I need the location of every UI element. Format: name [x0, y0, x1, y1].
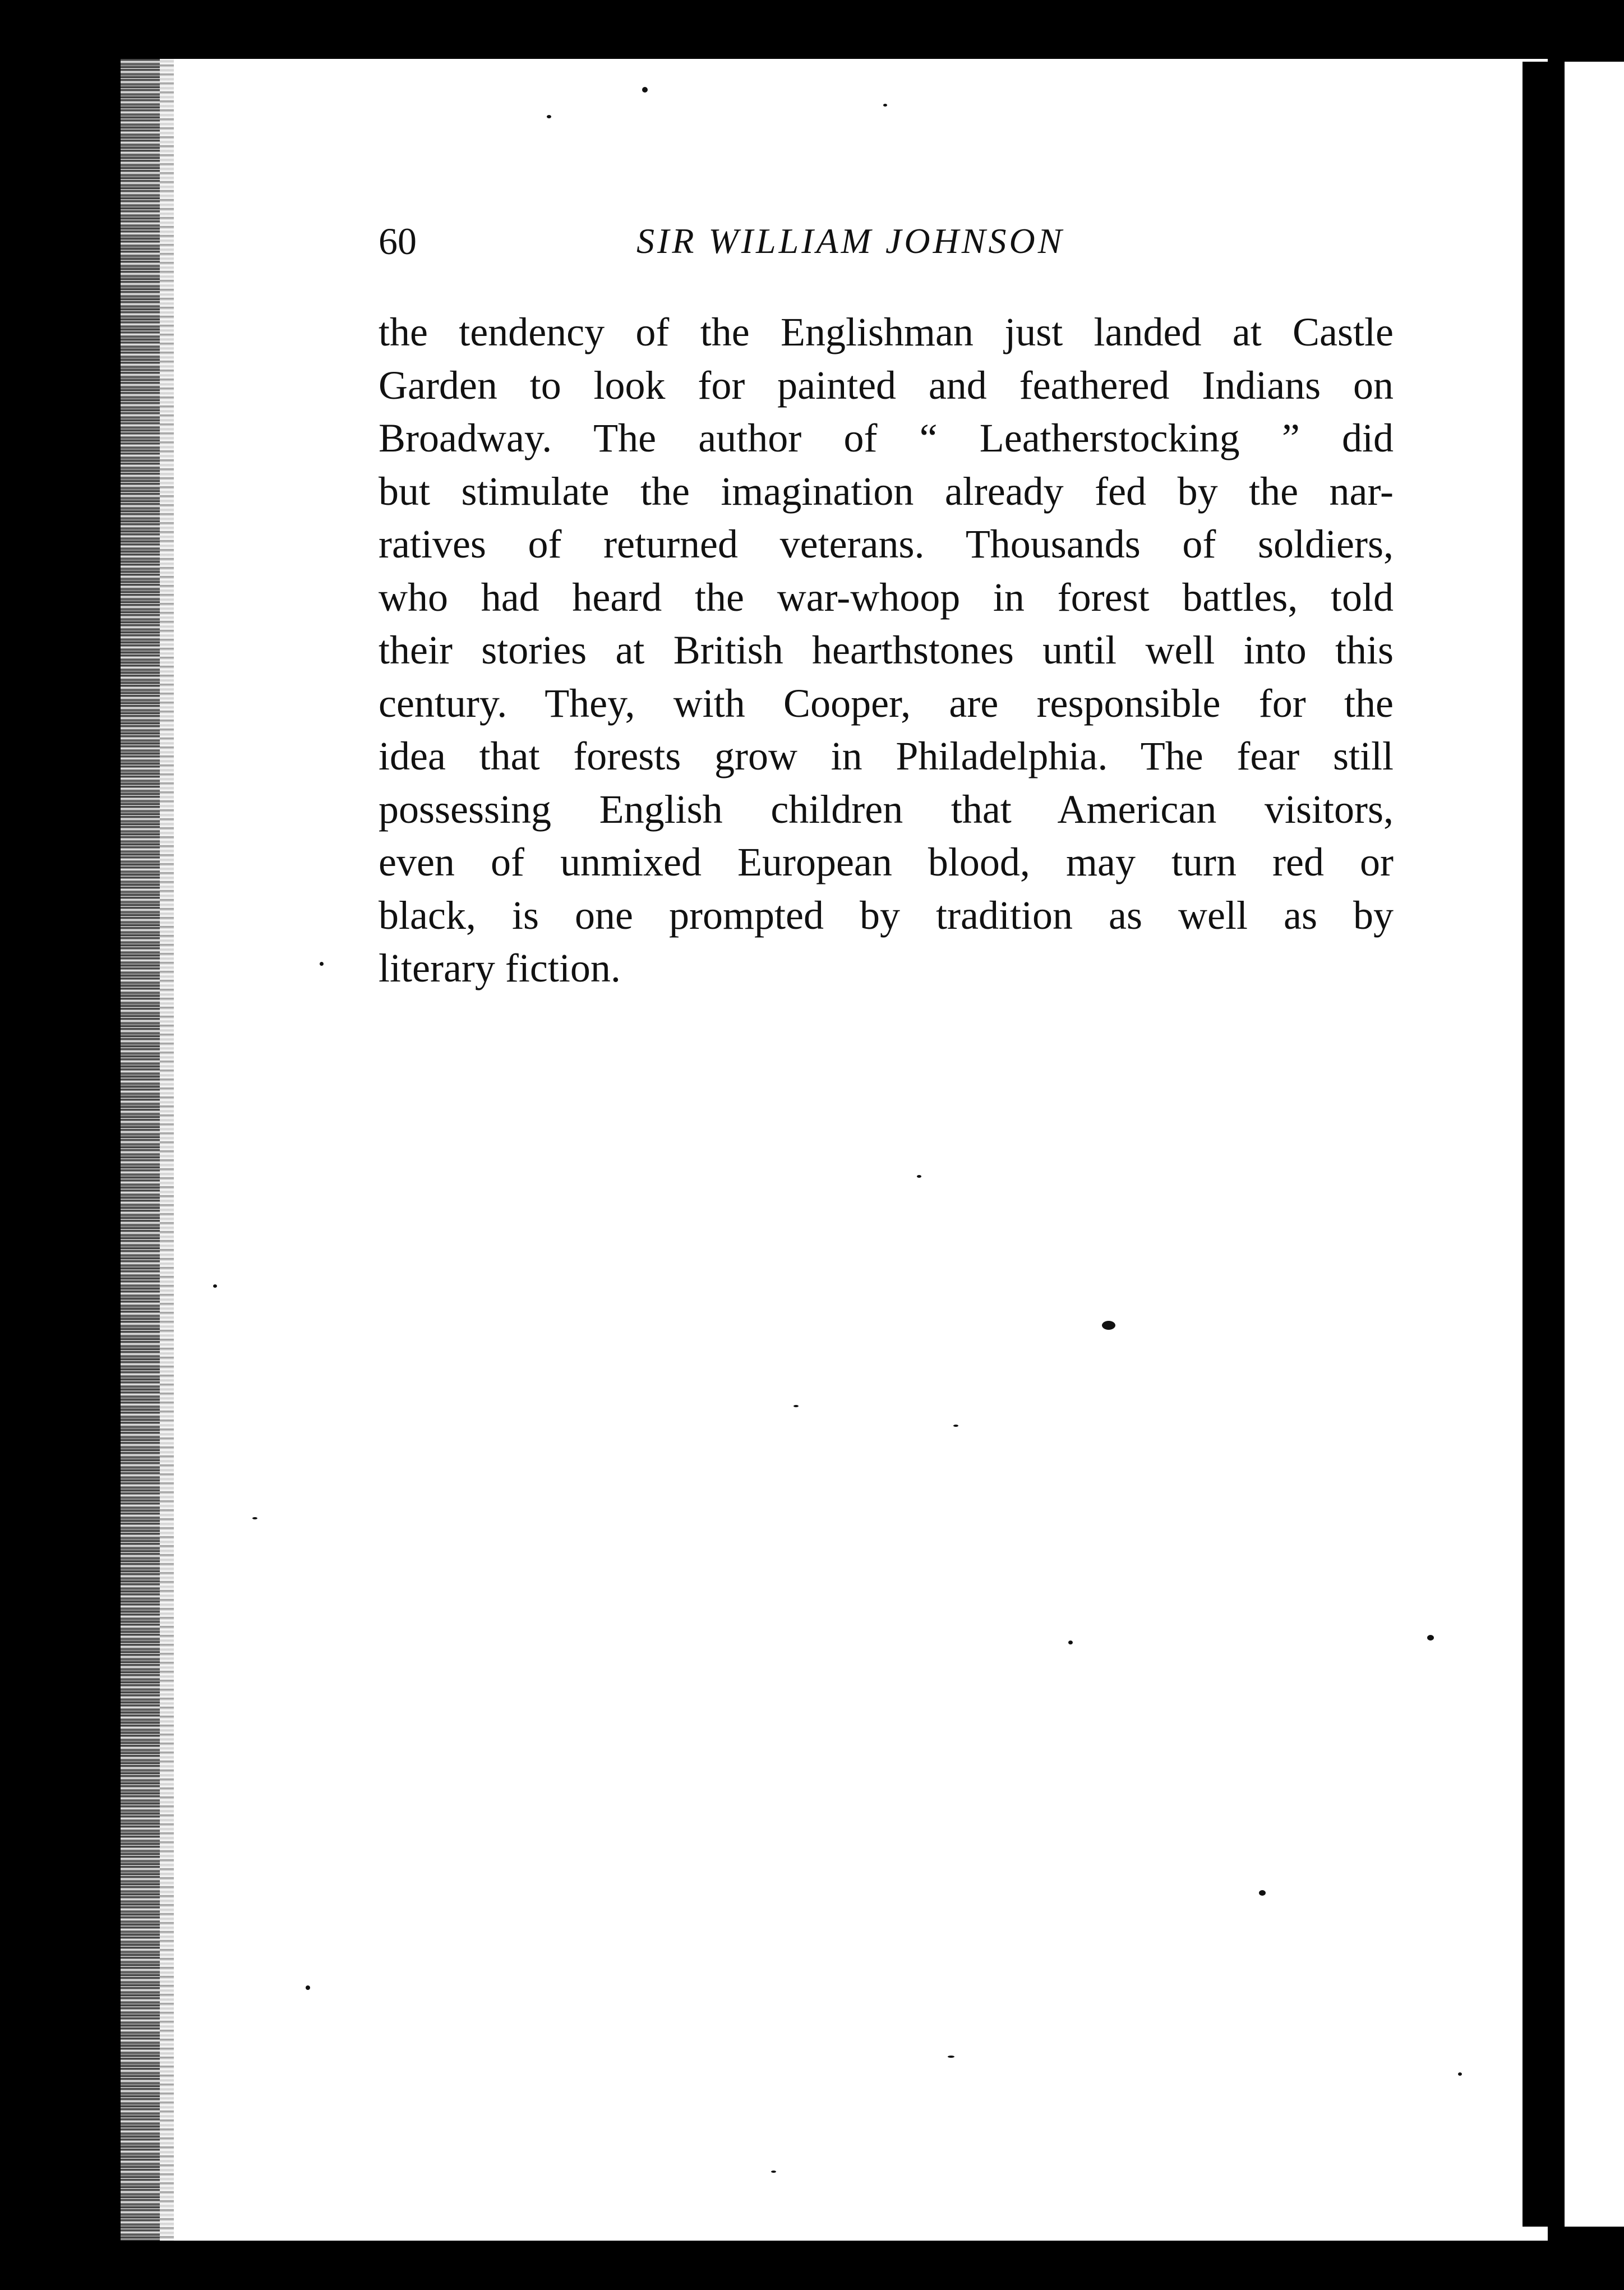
- text-line: ratives of returned veterans. Thousands of soldiers,: [379, 522, 1394, 566]
- scan-speck: [1102, 1321, 1115, 1330]
- left-binding-shadow: [160, 59, 174, 2241]
- scan-speck: [917, 1175, 921, 1178]
- scan-speck: [1259, 1890, 1266, 1896]
- text-line: their stories at British hearthstones until well into this: [379, 628, 1394, 672]
- text-line: the tendency of the Englishman just landed at Castle: [379, 310, 1394, 354]
- text-line: idea that forests grow in Philadelphia. The fear still: [379, 734, 1394, 778]
- scan-speck: [953, 1425, 958, 1427]
- adjacent-page-edge: [1565, 62, 1624, 2227]
- scan-speck: [1427, 1635, 1434, 1641]
- text-line: possessing English children that American visitors,: [379, 786, 1394, 832]
- text-line: black, is one prompted by tradition as well as by: [379, 892, 1394, 938]
- scan-speck: [793, 1405, 799, 1407]
- scan-speck: [547, 115, 551, 118]
- left-binding-edge: [121, 59, 160, 2241]
- scan-speck: [306, 1985, 310, 1990]
- text-line: Garden to look for painted and feathered Indians on: [379, 362, 1394, 408]
- body-paragraph: [379, 306, 1394, 995]
- page-number: 60: [379, 220, 417, 262]
- scan-speck: [1458, 2072, 1462, 2076]
- scan-speck: [320, 962, 324, 966]
- text-line: Broadway. The author of “ Leatherstocking ” did: [379, 416, 1394, 460]
- scan-speck: [771, 2171, 776, 2173]
- scan-speck: [252, 1517, 257, 1519]
- scan-speck: [642, 87, 648, 93]
- scan-speck: [948, 2056, 954, 2058]
- text-line: but stimulate the imagination already fed by the nar-: [379, 468, 1394, 514]
- running-head: [379, 213, 1394, 280]
- text-line: century. They, with Cooper, are responsible for the: [379, 680, 1394, 726]
- text-line: even of unmixed European blood, may turn red or: [379, 840, 1394, 884]
- scan-speck: [1068, 1641, 1073, 1644]
- running-title: SIR WILLIAM JOHNSON: [636, 221, 1065, 261]
- scan-speck: [213, 1284, 217, 1288]
- right-binding-edge: [1522, 62, 1565, 2227]
- text-line: who had heard the war-whoop in forest battles, told: [379, 574, 1394, 620]
- scan-speck: [883, 104, 887, 107]
- text-line: literary fiction.: [379, 946, 621, 990]
